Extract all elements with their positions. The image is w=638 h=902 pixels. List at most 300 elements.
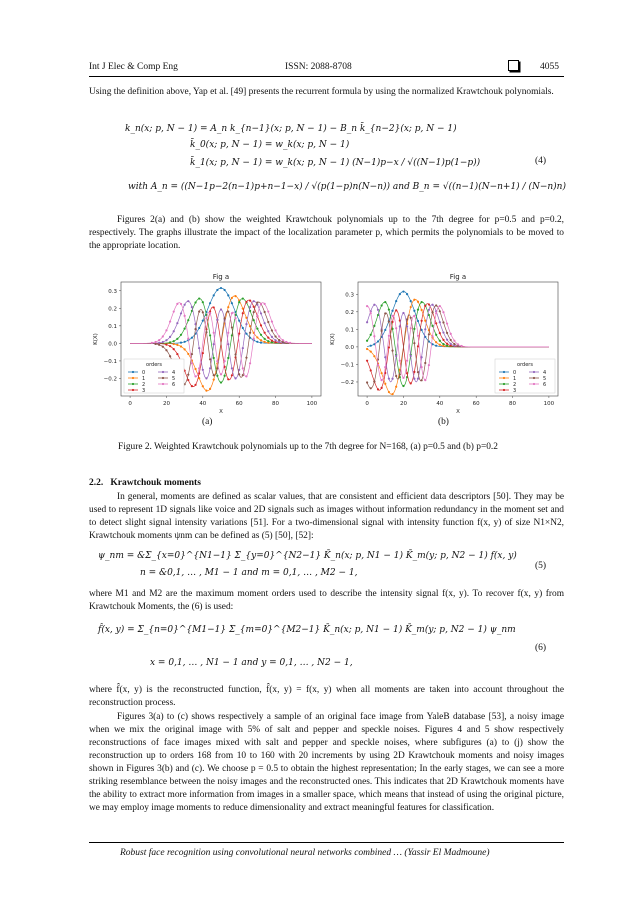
series-point-order-6 <box>428 364 430 366</box>
series-point-order-0 <box>231 302 233 304</box>
series-point-order-2 <box>267 340 269 342</box>
series-point-order-3 <box>388 346 390 348</box>
series-point-order-4 <box>384 356 386 358</box>
series-point-order-2 <box>238 301 240 303</box>
series-point-order-6 <box>165 329 167 331</box>
series-point-order-5 <box>187 374 189 376</box>
series-point-order-0 <box>377 340 379 342</box>
series-point-order-4 <box>260 312 262 314</box>
series-point-order-2 <box>224 375 226 377</box>
series-point-order-3 <box>410 382 412 384</box>
y-tick-label: 0.1 <box>108 323 117 330</box>
series-point-order-1 <box>213 378 215 380</box>
series-point-order-5 <box>435 304 437 306</box>
series-point-order-5 <box>453 343 455 345</box>
series-point-order-3 <box>370 369 372 371</box>
series-point-order-1 <box>391 393 393 395</box>
series-point-order-5 <box>428 333 430 335</box>
eq4-number: (4) <box>535 156 547 166</box>
series-point-order-4 <box>264 322 266 324</box>
series-point-order-4 <box>187 300 189 302</box>
series-point-order-0 <box>410 300 412 302</box>
figures-paragraph: Figures 2(a) and (b) show the weighted Krawtchouk polynomials up to the 7th degree for p=0.5 and p=0.2, respectively. The graphs illustrate the impact of the localization parameter p, which permits the polynomials to be moved to the appropriate location. <box>89 215 564 251</box>
series-point-order-1 <box>435 341 437 343</box>
series-point-order-4 <box>209 367 211 369</box>
series-point-order-2 <box>402 385 404 387</box>
legend-marker <box>162 377 164 379</box>
page-number: 4055 <box>540 62 559 72</box>
legend-entry: 0 <box>513 370 517 376</box>
series-point-order-6 <box>205 317 207 319</box>
series-point-order-2 <box>435 334 437 336</box>
x-axis-label: X <box>456 409 460 415</box>
intro-paragraph: Using the definition above, Yap et al. [49] presents the recurrent formula by using the normalized Krawtchouk polynomials. <box>89 87 554 97</box>
series-point-order-3 <box>227 378 229 380</box>
series-point-order-5 <box>202 311 204 313</box>
checkbox-icon <box>508 60 519 71</box>
series-point-order-4 <box>424 328 426 330</box>
legend-entry: 4 <box>172 370 176 376</box>
m-paragraph: where M1 and M2 are the maximum moment orders used to describe the intensity signal f(x, y). To recover f(x, y) from Krawtchouk Moments, the (6) is used: <box>89 589 564 612</box>
footer-text: Robust face recognition using convolutional neural networks combined … (Yassir El Madmoune) <box>120 848 490 858</box>
series-point-order-3 <box>421 320 423 322</box>
series-point-order-0 <box>435 345 437 347</box>
series-point-order-3 <box>439 332 441 334</box>
series-point-order-6 <box>234 317 236 319</box>
legend-marker <box>162 371 164 373</box>
series-point-order-5 <box>384 312 386 314</box>
series-point-order-3 <box>366 360 368 362</box>
series-point-order-1 <box>381 372 383 374</box>
subfigure-label-a: (a) <box>202 417 213 427</box>
series-point-order-2 <box>446 345 448 347</box>
series-point-order-6 <box>406 360 408 362</box>
series-point-order-2 <box>366 340 368 342</box>
series-point-order-2 <box>370 334 372 336</box>
series-point-order-3 <box>271 339 273 341</box>
series-point-order-6 <box>173 310 175 312</box>
series-point-order-5 <box>431 311 433 313</box>
series-point-order-6 <box>191 362 193 364</box>
series-point-order-6 <box>267 310 269 312</box>
x-tick-label: 0 <box>128 401 132 407</box>
series-point-order-1 <box>176 344 178 346</box>
series-point-order-4 <box>234 377 236 379</box>
x-tick-label: 100 <box>306 401 318 407</box>
series-point-order-5 <box>245 357 247 359</box>
series-point-order-1 <box>417 301 419 303</box>
series-point-order-6 <box>271 320 273 322</box>
series-point-order-6 <box>274 329 276 331</box>
series-point-order-2 <box>439 340 441 342</box>
series-point-order-1 <box>187 353 189 355</box>
series-point-order-5 <box>399 373 401 375</box>
series-point-order-3 <box>428 303 430 305</box>
series-point-order-3 <box>173 348 175 350</box>
series-point-order-0 <box>384 329 386 331</box>
series-point-order-6 <box>278 335 280 337</box>
series-point-order-4 <box>395 355 397 357</box>
series-point-order-4 <box>169 336 171 338</box>
y-tick-label: −0.1 <box>340 362 354 369</box>
x-tick-label: 60 <box>235 401 243 407</box>
series-point-order-5 <box>205 331 207 333</box>
series-point-order-4 <box>213 343 215 345</box>
series-point-order-4 <box>428 309 430 311</box>
series-point-order-4 <box>271 336 273 338</box>
series-point-order-4 <box>231 367 233 369</box>
series-point-order-4 <box>377 309 379 311</box>
chart-title: Fig a <box>449 273 467 281</box>
fig3-paragraph: Figures 3(a) to (c) shows respectively a sample of an original face image from YaleB database [53], a noisy image when we mix the original image with 5% of salt and pepper and speckle noises. Figures 4 and 5 show respectively reconstructions of face images mixed with salt and pepper and speckle noises, where subfigures (a) to (j) show the reconstruction up to orders 168 from 10 to 160 with 20 increments by using 2D Krawtchouk moments and noisy images shown in Figures 3(b) and (c). We choose p = 0.5 to obtain the highest representation; In the early stages, we can see a more striking resemblance between the noisy images and the reconstructed ones. This indicates that 2D Krawtchouk moments have the ability to extract more information from images in a smaller space, which means that instead of using the original picture, we may employ image moments to reduce dimensionality and extract meaningful features for classification. <box>89 712 564 813</box>
series-point-order-4 <box>413 378 415 380</box>
legend-marker <box>132 371 134 373</box>
y-tick-label: −0.2 <box>103 376 117 383</box>
series-point-order-0 <box>180 342 182 344</box>
series-point-order-3 <box>202 352 204 354</box>
series-point-order-5 <box>209 358 211 360</box>
series-point-order-0 <box>260 342 262 344</box>
y-axis-label: K(X) <box>93 333 99 345</box>
y-tick-label: 0.2 <box>108 306 117 313</box>
series-point-order-2 <box>213 357 215 359</box>
legend-marker <box>132 377 134 379</box>
series-point-order-0 <box>202 320 204 322</box>
eq4-line3: k̄_1(x; p, N − 1) = w_k(x; p, N − 1) (N−1)p−x / √((N−1)p(1−p)) <box>190 158 481 168</box>
series-point-order-5 <box>194 328 196 330</box>
series-point-order-2 <box>176 338 178 340</box>
series-point-order-0 <box>370 345 372 347</box>
series-point-order-4 <box>431 304 433 306</box>
series-point-order-5 <box>216 367 218 369</box>
series-point-order-6 <box>194 375 196 377</box>
series-point-order-1 <box>388 391 390 393</box>
series-point-order-1 <box>260 339 262 341</box>
y-tick-label: 0.0 <box>108 341 117 348</box>
legend-marker <box>503 371 505 373</box>
series-point-order-6 <box>461 345 463 347</box>
series-point-order-6 <box>384 366 386 368</box>
series-point-order-6 <box>245 375 247 377</box>
legend-entry: 5 <box>543 376 547 382</box>
series-point-order-3 <box>191 385 193 387</box>
series-point-order-4 <box>267 330 269 332</box>
series-point-order-6 <box>399 360 401 362</box>
series-point-order-5 <box>388 321 390 323</box>
series-point-order-5 <box>413 342 415 344</box>
series-point-order-5 <box>439 310 441 312</box>
series-point-order-5 <box>234 353 236 355</box>
y-tick-label: 0.3 <box>345 292 354 299</box>
series-point-order-5 <box>274 335 276 337</box>
series-point-order-4 <box>220 308 222 310</box>
series-point-order-6 <box>187 337 189 339</box>
series-point-order-2 <box>253 319 255 321</box>
series-point-order-6 <box>388 335 390 337</box>
legend-marker <box>533 371 535 373</box>
series-point-order-1 <box>231 297 233 299</box>
y-tick-label: 0.2 <box>345 309 354 316</box>
series-point-order-1 <box>442 345 444 347</box>
series-point-order-5 <box>410 317 412 319</box>
legend-title: orders <box>146 362 162 368</box>
series-point-order-1 <box>256 336 258 338</box>
x-tick-label: 60 <box>472 401 480 407</box>
series-point-order-6 <box>209 312 211 314</box>
series-point-order-6 <box>162 335 164 337</box>
series-point-order-2 <box>194 301 196 303</box>
series-point-order-6 <box>381 379 383 381</box>
footer-rule <box>89 842 564 843</box>
figure-caption: Figure 2. Weighted Krawtchouk polynomials up to the 7th degree for N=168, (a) p=0.5 and (b) p=0.2 <box>118 442 498 452</box>
series-point-order-4 <box>421 356 423 358</box>
x-axis-label: X <box>219 409 223 415</box>
series-point-order-4 <box>399 325 401 327</box>
y-tick-label: 0.3 <box>108 288 117 295</box>
series-point-order-3 <box>260 324 262 326</box>
chart-fig2b <box>326 270 564 420</box>
series-point-order-4 <box>227 343 229 345</box>
series-point-order-1 <box>194 368 196 370</box>
series-point-order-5 <box>366 381 368 383</box>
series-point-order-2 <box>220 381 222 383</box>
series-point-order-5 <box>154 343 156 345</box>
series-point-order-1 <box>410 306 412 308</box>
series-point-order-3 <box>395 309 397 311</box>
series-point-order-2 <box>431 325 433 327</box>
legend-marker <box>132 389 134 391</box>
series-point-order-6 <box>439 305 441 307</box>
series-point-order-0 <box>184 341 186 343</box>
series-point-order-5 <box>424 362 426 364</box>
series-point-order-0 <box>220 287 222 289</box>
series-point-order-5 <box>253 311 255 313</box>
series-point-order-5 <box>238 373 240 375</box>
series-point-order-3 <box>413 371 415 373</box>
series-point-order-2 <box>413 328 415 330</box>
series-point-order-0 <box>402 290 404 292</box>
series-point-order-6 <box>457 343 459 345</box>
series-point-order-1 <box>366 348 368 350</box>
series-point-order-4 <box>439 321 441 323</box>
series-point-order-6 <box>158 339 160 341</box>
legend-entry: 6 <box>543 382 547 388</box>
series-point-order-5 <box>242 374 244 376</box>
series-point-order-2 <box>417 309 419 311</box>
series-point-order-3 <box>406 372 408 374</box>
legend-marker <box>533 383 535 385</box>
series-point-order-5 <box>421 379 423 381</box>
series-point-order-4 <box>205 377 207 379</box>
series-point-order-6 <box>253 337 255 339</box>
series-point-order-3 <box>391 321 393 323</box>
series-point-order-6 <box>216 360 218 362</box>
series-point-order-3 <box>264 332 266 334</box>
series-point-order-5 <box>224 317 226 319</box>
series-point-order-0 <box>198 327 200 329</box>
series-point-order-2 <box>388 309 390 311</box>
series-point-order-4 <box>373 304 375 306</box>
series-point-order-4 <box>388 378 390 380</box>
series-point-order-2 <box>373 325 375 327</box>
series-point-order-4 <box>245 323 247 325</box>
series-point-order-5 <box>169 355 171 357</box>
series-point-order-4 <box>162 341 164 343</box>
moments-paragraph: In general, moments are defined as scalar values, that are consistent and efficient data descriptors [50]. They may be used to represent 1D signals like voice and 2D signals such as images without information redundancy in the moment set and to detect slight signal intensity variations [51]. For a two-dimensional signal with intensity function f(x, y) of size N1×N2, Krawtchouk moments ψnm can be defined as (5) [50], [52]: <box>89 492 564 541</box>
series-point-order-4 <box>176 322 178 324</box>
series-point-order-2 <box>209 334 211 336</box>
series-point-order-5 <box>191 353 193 355</box>
series-point-order-5 <box>450 339 452 341</box>
section-heading <box>89 478 201 488</box>
series-point-order-2 <box>256 328 258 330</box>
series-point-order-0 <box>216 289 218 291</box>
y-tick-label: 0.0 <box>345 344 354 351</box>
series-point-order-6 <box>213 332 215 334</box>
series-point-order-6 <box>366 305 368 307</box>
series-point-order-5 <box>162 346 164 348</box>
series-point-order-3 <box>187 379 189 381</box>
series-point-order-5 <box>381 330 383 332</box>
series-point-order-0 <box>242 327 244 329</box>
legend-marker <box>533 377 535 379</box>
series-point-order-5 <box>213 374 215 376</box>
series-point-order-5 <box>446 332 448 334</box>
series-point-order-6 <box>391 315 393 317</box>
series-point-order-5 <box>231 326 233 328</box>
series-point-order-1 <box>234 295 236 297</box>
series-point-order-0 <box>413 310 415 312</box>
series-point-order-3 <box>267 337 269 339</box>
series-point-order-6 <box>377 364 379 366</box>
series-point-order-2 <box>187 319 189 321</box>
series-point-order-0 <box>399 293 401 295</box>
series-point-order-4 <box>450 343 452 345</box>
series-point-order-5 <box>391 350 393 352</box>
series-point-order-3 <box>249 300 251 302</box>
series-point-order-0 <box>256 341 258 343</box>
series-point-order-0 <box>391 310 393 312</box>
series-point-order-6 <box>154 341 156 343</box>
legend-entry: 0 <box>142 370 146 376</box>
legend-entry: 6 <box>172 382 176 388</box>
series-point-order-2 <box>227 357 229 359</box>
series-point-order-6 <box>184 315 186 317</box>
y-tick-label: −0.1 <box>103 358 117 365</box>
series-point-order-1 <box>384 383 386 385</box>
y-axis-label: K(X) <box>330 333 336 345</box>
series-point-order-4 <box>180 312 182 314</box>
series-point-order-0 <box>209 302 211 304</box>
chart-title: Fig a <box>212 273 230 281</box>
legend-marker <box>132 383 134 385</box>
series-point-order-0 <box>224 289 226 291</box>
series-point-order-6 <box>289 342 291 344</box>
series-point-order-6 <box>249 362 251 364</box>
series-point-order-0 <box>227 294 229 296</box>
series-point-order-6 <box>435 312 437 314</box>
series-point-order-4 <box>216 319 218 321</box>
series-point-order-6 <box>169 320 171 322</box>
series-point-order-3 <box>424 305 426 307</box>
legend-entry: 5 <box>172 376 176 382</box>
series-point-order-5 <box>370 387 372 389</box>
series-point-order-4 <box>191 306 193 308</box>
eq4-line2: k̄_0(x; p, N − 1) = w_k(x; p, N − 1) <box>190 140 350 150</box>
series-point-order-2 <box>169 341 171 343</box>
series-point-order-1 <box>202 385 204 387</box>
series-point-order-3 <box>176 353 178 355</box>
series-point-order-5 <box>198 311 200 313</box>
series-point-order-6 <box>370 312 372 314</box>
series-point-order-6 <box>446 322 448 324</box>
eq6-line2: x = 0,1, … , N1 − 1 and y = 0,1, … , N2 − 1, <box>150 658 353 668</box>
x-tick-label: 40 <box>199 401 207 407</box>
x-tick-label: 20 <box>399 401 407 407</box>
series-point-order-4 <box>391 378 393 380</box>
series-point-order-5 <box>271 329 273 331</box>
series-point-order-5 <box>256 301 258 303</box>
series-point-order-6 <box>442 311 444 313</box>
series-point-order-6 <box>395 327 397 329</box>
series-point-order-4 <box>366 321 368 323</box>
subfigure-label-b: (b) <box>438 417 449 427</box>
series-point-order-4 <box>402 312 404 314</box>
series-point-order-6 <box>220 373 222 375</box>
series-point-order-5 <box>158 344 160 346</box>
x-tick-label: 20 <box>162 401 170 407</box>
series-point-order-6 <box>224 360 226 362</box>
series-point-order-6 <box>450 333 452 335</box>
series-point-order-6 <box>264 303 266 305</box>
legend-entry: 3 <box>142 388 146 394</box>
series-point-order-6 <box>413 315 415 317</box>
series-point-order-1 <box>184 348 186 350</box>
series-point-order-6 <box>453 340 455 342</box>
series-point-order-4 <box>202 369 204 371</box>
series-point-order-2 <box>384 301 386 303</box>
series-point-order-3 <box>435 322 437 324</box>
series-point-order-6 <box>176 303 178 305</box>
x-tick-label: 80 <box>509 401 517 407</box>
series-point-order-4 <box>446 339 448 341</box>
series-point-order-6 <box>424 379 426 381</box>
series-point-order-0 <box>417 320 419 322</box>
series-point-order-6 <box>282 339 284 341</box>
series-point-order-2 <box>202 301 204 303</box>
series-point-order-4 <box>165 339 167 341</box>
series-point-order-3 <box>242 312 244 314</box>
series-point-order-4 <box>253 300 255 302</box>
chart-fig2a <box>89 270 327 420</box>
series-point-order-1 <box>439 344 441 346</box>
series-point-order-2 <box>260 334 262 336</box>
series-point-order-2 <box>173 340 175 342</box>
series-point-order-1 <box>370 350 372 352</box>
series-point-order-0 <box>406 293 408 295</box>
header-rule <box>89 76 564 77</box>
legend-marker <box>162 383 164 385</box>
series-point-order-3 <box>213 306 215 308</box>
series-point-order-5 <box>165 349 167 351</box>
legend-marker <box>503 383 505 385</box>
series-point-order-6 <box>180 303 182 305</box>
series-point-order-1 <box>413 299 415 301</box>
series-point-order-2 <box>184 328 186 330</box>
series-point-order-4 <box>242 347 244 349</box>
series-point-order-6 <box>285 341 287 343</box>
legend-marker <box>503 389 505 391</box>
